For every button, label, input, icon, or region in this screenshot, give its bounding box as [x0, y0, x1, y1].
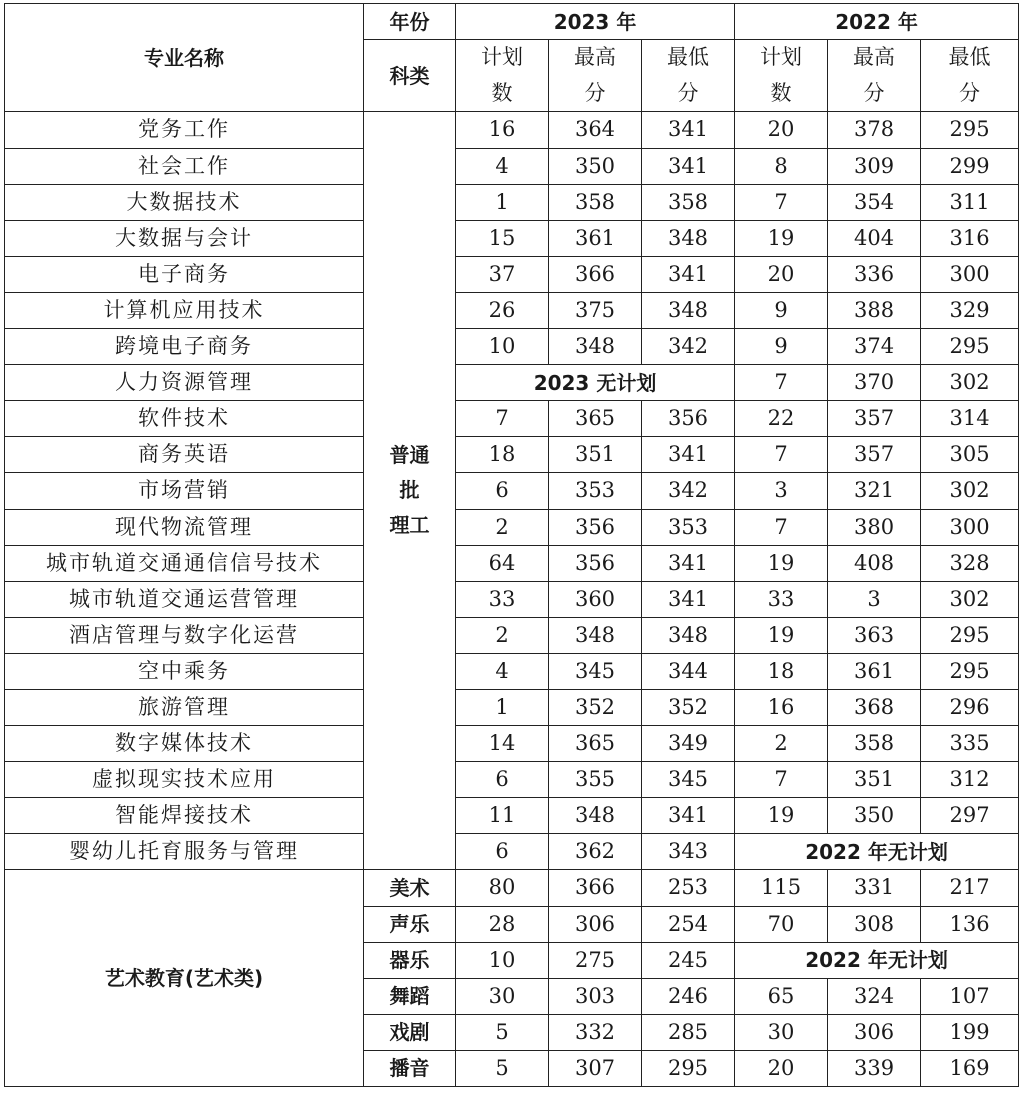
major-name-cell: 人力资源管理 [5, 365, 364, 401]
plan-2023-cell: 64 [456, 545, 549, 581]
max-2022-cell: 351 [828, 762, 921, 798]
min-2023-cell: 344 [642, 653, 735, 689]
max-2023-cell: 366 [549, 256, 642, 292]
plan-2022-cell: 70 [735, 906, 828, 942]
admission-score-table [4, 3, 1019, 1087]
table-row [5, 726, 1019, 762]
table-row [5, 365, 1019, 401]
major-name-cell: 软件技术 [5, 401, 364, 437]
max-2022-cell: 368 [828, 689, 921, 725]
min-2023-cell: 341 [642, 545, 735, 581]
min-2023-cell: 341 [642, 148, 735, 184]
year-2023-header: 2023 年 [456, 4, 735, 40]
plan-2023-cell: 6 [456, 473, 549, 509]
max-2022-cell: 309 [828, 148, 921, 184]
admission-score-table-wrapper [4, 3, 1019, 1087]
plan-2022-cell: 7 [735, 762, 828, 798]
max-2022-cell: 404 [828, 220, 921, 256]
plan-2022-cell: 8 [735, 148, 828, 184]
min-2022-cell: 295 [921, 653, 1019, 689]
max-2023-line1: 最高 [574, 45, 616, 70]
art-category-cell: 戏剧 [364, 1014, 456, 1050]
table-row [5, 437, 1019, 473]
min-2022-cell: 314 [921, 401, 1019, 437]
plan-2022-cell: 19 [735, 798, 828, 834]
min-2023-cell: 341 [642, 581, 735, 617]
min-2023-cell: 353 [642, 509, 735, 545]
category-general-line1: 普通 [389, 443, 430, 468]
major-name-cell: 商务英语 [5, 437, 364, 473]
table-row [5, 653, 1019, 689]
plan-2022-cell: 7 [735, 437, 828, 473]
year-header: 年份 [364, 4, 456, 40]
min-2023-cell: 349 [642, 726, 735, 762]
category-general-cell [364, 112, 456, 870]
max-2023-cell: 364 [549, 112, 642, 148]
table-row [5, 762, 1019, 798]
min-2023-cell: 352 [642, 689, 735, 725]
min-2022-cell: 199 [921, 1014, 1019, 1050]
max-2023-cell: 365 [549, 726, 642, 762]
plan-2022-cell: 19 [735, 545, 828, 581]
max-2023-cell: 348 [549, 329, 642, 365]
plan-2023-cell: 15 [456, 220, 549, 256]
art-category-cell: 舞蹈 [364, 978, 456, 1014]
max-2023-header [549, 40, 642, 112]
min-2022-cell: 329 [921, 292, 1019, 328]
major-name-cell: 婴幼儿托育服务与管理 [5, 834, 364, 870]
plan-2023-cell: 14 [456, 726, 549, 762]
min-2023-cell: 295 [642, 1050, 735, 1086]
major-name-cell: 虚拟现实技术应用 [5, 762, 364, 798]
plan-2023-cell: 18 [456, 437, 549, 473]
min-2022-cell: 328 [921, 545, 1019, 581]
plan-2022-cell: 19 [735, 617, 828, 653]
art-category-cell: 播音 [364, 1050, 456, 1086]
major-name-cell: 城市轨道交通运营管理 [5, 581, 364, 617]
max-2023-cell: 365 [549, 401, 642, 437]
plan-2023-cell: 30 [456, 978, 549, 1014]
min-2023-cell: 341 [642, 256, 735, 292]
min-2023-cell: 348 [642, 220, 735, 256]
max-2022-cell: 380 [828, 509, 921, 545]
max-2023-cell: 375 [549, 292, 642, 328]
min-2022-cell: 312 [921, 762, 1019, 798]
min-2022-cell: 295 [921, 617, 1019, 653]
plan-2022-cell: 7 [735, 184, 828, 220]
max-2022-cell: 324 [828, 978, 921, 1014]
max-2023-cell: 361 [549, 220, 642, 256]
min-2022-cell: 217 [921, 870, 1019, 906]
max-2023-cell: 350 [549, 148, 642, 184]
plan-2022-header [735, 40, 828, 112]
max-2023-cell: 362 [549, 834, 642, 870]
min-2023-cell: 358 [642, 184, 735, 220]
max-2022-cell: 408 [828, 545, 921, 581]
min-2023-header [642, 40, 735, 112]
max-2023-cell: 307 [549, 1050, 642, 1086]
art-category-cell: 器乐 [364, 942, 456, 978]
max-2022-cell: 358 [828, 726, 921, 762]
plan-2022-cell: 19 [735, 220, 828, 256]
plan-2023-cell: 1 [456, 689, 549, 725]
max-2022-cell: 321 [828, 473, 921, 509]
min-2023-line1: 最低 [667, 45, 709, 70]
max-2023-line2: 分 [584, 80, 606, 105]
table-row [5, 798, 1019, 834]
min-2023-cell: 342 [642, 473, 735, 509]
major-name-cell: 城市轨道交通通信信号技术 [5, 545, 364, 581]
category-general-line3: 理工 [389, 513, 430, 538]
header-row-years [5, 4, 1019, 40]
max-2022-cell: 336 [828, 256, 921, 292]
major-name-cell: 智能焊接技术 [5, 798, 364, 834]
plan-2022-cell: 65 [735, 978, 828, 1014]
plan-2023-cell: 7 [456, 401, 549, 437]
plan-2022-cell: 30 [735, 1014, 828, 1050]
max-2022-cell: 357 [828, 437, 921, 473]
plan-2023-cell: 2 [456, 617, 549, 653]
plan-2022-cell: 7 [735, 509, 828, 545]
max-2022-cell: 354 [828, 184, 921, 220]
max-2023-cell: 352 [549, 689, 642, 725]
plan-2022-line2: 数 [770, 80, 792, 105]
plan-2023-cell: 80 [456, 870, 549, 906]
plan-2023-cell: 6 [456, 834, 549, 870]
plan-2022-cell: 20 [735, 112, 828, 148]
min-2022-cell: 295 [921, 329, 1019, 365]
plan-2022-cell: 33 [735, 581, 828, 617]
min-2022-header [921, 40, 1019, 112]
min-2023-cell: 356 [642, 401, 735, 437]
major-name-cell: 空中乘务 [5, 653, 364, 689]
max-2023-cell: 306 [549, 906, 642, 942]
plan-2023-cell: 4 [456, 148, 549, 184]
table-row [5, 401, 1019, 437]
min-2022-cell: 305 [921, 437, 1019, 473]
max-2022-cell: 308 [828, 906, 921, 942]
min-2023-cell: 342 [642, 329, 735, 365]
table-row [5, 834, 1019, 870]
max-2023-cell: 345 [549, 653, 642, 689]
no-plan-2022-cell: 2022 年无计划 [735, 834, 1019, 870]
max-2023-cell: 353 [549, 473, 642, 509]
plan-2022-cell: 22 [735, 401, 828, 437]
min-2022-cell: 316 [921, 220, 1019, 256]
min-2022-cell: 297 [921, 798, 1019, 834]
min-2022-cell: 169 [921, 1050, 1019, 1086]
min-2022-cell: 299 [921, 148, 1019, 184]
max-2023-cell: 356 [549, 545, 642, 581]
max-2022-cell: 306 [828, 1014, 921, 1050]
max-2022-line1: 最高 [853, 45, 896, 70]
table-row [5, 473, 1019, 509]
min-2022-line2: 分 [959, 80, 981, 105]
table-row [5, 545, 1019, 581]
plan-2023-cell: 1 [456, 184, 549, 220]
max-2023-cell: 358 [549, 184, 642, 220]
table-row [5, 329, 1019, 365]
plan-2022-cell: 9 [735, 292, 828, 328]
max-2022-cell: 350 [828, 798, 921, 834]
plan-2022-cell: 2 [735, 726, 828, 762]
plan-2022-cell: 7 [735, 365, 828, 401]
max-2022-cell: 357 [828, 401, 921, 437]
plan-2022-cell: 16 [735, 689, 828, 725]
plan-2023-cell: 33 [456, 581, 549, 617]
major-name-cell: 计算机应用技术 [5, 292, 364, 328]
min-2023-cell: 341 [642, 437, 735, 473]
min-2022-cell: 296 [921, 689, 1019, 725]
plan-2023-cell: 2 [456, 509, 549, 545]
table-row [5, 256, 1019, 292]
max-2022-cell: 388 [828, 292, 921, 328]
max-2022-line2: 分 [863, 80, 885, 105]
table-row [5, 689, 1019, 725]
max-2023-cell: 351 [549, 437, 642, 473]
major-name-header: 专业名称 [5, 4, 364, 112]
plan-2023-line1: 计划 [481, 45, 523, 70]
no-plan-2022-cell: 2022 年无计划 [735, 942, 1019, 978]
art-education-name-cell: 艺术教育(艺术类) [5, 870, 364, 1087]
major-name-cell: 市场营销 [5, 473, 364, 509]
table-row [5, 581, 1019, 617]
min-2022-cell: 302 [921, 473, 1019, 509]
plan-2023-cell: 6 [456, 762, 549, 798]
plan-2023-cell: 4 [456, 653, 549, 689]
max-2023-cell: 303 [549, 978, 642, 1014]
min-2023-cell: 245 [642, 942, 735, 978]
min-2023-cell: 343 [642, 834, 735, 870]
max-2023-cell: 366 [549, 870, 642, 906]
min-2022-cell: 300 [921, 256, 1019, 292]
min-2022-cell: 295 [921, 112, 1019, 148]
art-category-cell: 美术 [364, 870, 456, 906]
min-2023-cell: 253 [642, 870, 735, 906]
table-row [5, 509, 1019, 545]
plan-2023-cell: 28 [456, 906, 549, 942]
major-name-cell: 酒店管理与数字化运营 [5, 617, 364, 653]
no-plan-2023-cell: 2023 无计划 [456, 365, 735, 401]
major-name-cell: 跨境电子商务 [5, 329, 364, 365]
min-2022-cell: 335 [921, 726, 1019, 762]
art-category-cell: 声乐 [364, 906, 456, 942]
plan-2023-line2: 数 [491, 80, 513, 105]
plan-2023-header [456, 40, 549, 112]
plan-2023-cell: 10 [456, 329, 549, 365]
max-2023-cell: 348 [549, 798, 642, 834]
min-2023-cell: 348 [642, 617, 735, 653]
plan-2022-cell: 18 [735, 653, 828, 689]
max-2023-cell: 355 [549, 762, 642, 798]
max-2022-cell: 378 [828, 112, 921, 148]
max-2022-cell: 374 [828, 329, 921, 365]
max-2023-cell: 332 [549, 1014, 642, 1050]
major-name-cell: 现代物流管理 [5, 509, 364, 545]
plan-2023-cell: 11 [456, 798, 549, 834]
max-2022-cell: 361 [828, 653, 921, 689]
max-2022-cell: 370 [828, 365, 921, 401]
category-general-line2: 批 [399, 478, 420, 503]
table-row [5, 292, 1019, 328]
plan-2023-cell: 5 [456, 1014, 549, 1050]
major-name-cell: 旅游管理 [5, 689, 364, 725]
max-2023-cell: 348 [549, 617, 642, 653]
table-row [5, 184, 1019, 220]
table-row [5, 617, 1019, 653]
year-2022-header: 2022 年 [735, 4, 1019, 40]
max-2022-cell: 339 [828, 1050, 921, 1086]
min-2022-cell: 302 [921, 365, 1019, 401]
major-name-cell: 数字媒体技术 [5, 726, 364, 762]
min-2023-line2: 分 [677, 80, 699, 105]
min-2023-cell: 285 [642, 1014, 735, 1050]
major-name-cell: 电子商务 [5, 256, 364, 292]
min-2023-cell: 348 [642, 292, 735, 328]
min-2022-line1: 最低 [948, 45, 991, 70]
max-2022-header [828, 40, 921, 112]
min-2023-cell: 341 [642, 112, 735, 148]
min-2022-cell: 300 [921, 509, 1019, 545]
major-name-cell: 社会工作 [5, 148, 364, 184]
plan-2023-cell: 26 [456, 292, 549, 328]
table-row [5, 112, 1019, 148]
plan-2022-line1: 计划 [760, 45, 803, 70]
plan-2023-cell: 37 [456, 256, 549, 292]
plan-2022-cell: 115 [735, 870, 828, 906]
category-header: 科类 [364, 40, 456, 112]
plan-2023-cell: 5 [456, 1050, 549, 1086]
min-2023-cell: 345 [642, 762, 735, 798]
table-row [5, 220, 1019, 256]
max-2022-cell: 331 [828, 870, 921, 906]
plan-2022-cell: 20 [735, 1050, 828, 1086]
table-row [5, 148, 1019, 184]
max-2022-cell: 363 [828, 617, 921, 653]
plan-2023-cell: 10 [456, 942, 549, 978]
major-name-cell: 大数据与会计 [5, 220, 364, 256]
max-2022-cell: 3 [828, 581, 921, 617]
min-2023-cell: 341 [642, 798, 735, 834]
max-2023-cell: 356 [549, 509, 642, 545]
min-2022-cell: 302 [921, 581, 1019, 617]
min-2023-cell: 246 [642, 978, 735, 1014]
major-name-cell: 大数据技术 [5, 184, 364, 220]
min-2022-cell: 136 [921, 906, 1019, 942]
max-2023-cell: 275 [549, 942, 642, 978]
table-row [5, 870, 1019, 906]
max-2023-cell: 360 [549, 581, 642, 617]
min-2023-cell: 254 [642, 906, 735, 942]
plan-2022-cell: 20 [735, 256, 828, 292]
min-2022-cell: 107 [921, 978, 1019, 1014]
plan-2023-cell: 16 [456, 112, 549, 148]
plan-2022-cell: 3 [735, 473, 828, 509]
major-name-cell: 党务工作 [5, 112, 364, 148]
plan-2022-cell: 9 [735, 329, 828, 365]
min-2022-cell: 311 [921, 184, 1019, 220]
